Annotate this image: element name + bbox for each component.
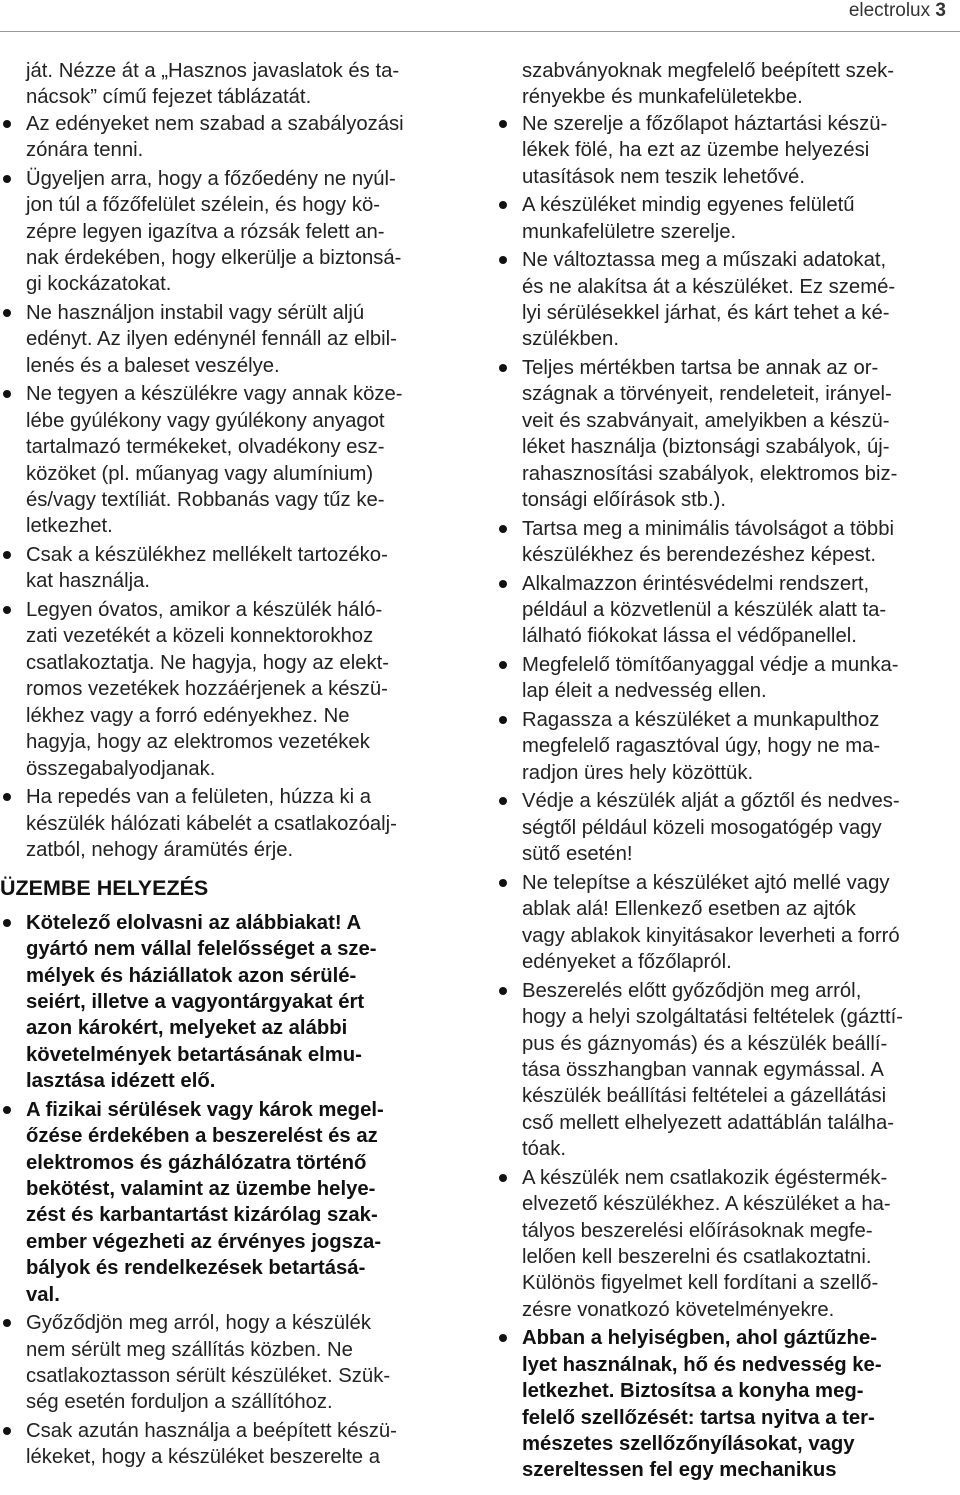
bullet-item xyxy=(496,707,960,786)
bullet-item xyxy=(0,300,462,379)
bullet-line: zati vezetékét a közeli konnektorokhoz xyxy=(26,625,374,648)
bullet-item xyxy=(0,597,462,782)
bullet-item xyxy=(496,355,960,513)
bullet-icon xyxy=(3,1319,11,1327)
bullet-line: zésre vonatkozó követelményekre. xyxy=(522,1298,835,1321)
bullet-line: tása összhangban vannak egymással. A xyxy=(522,1058,884,1081)
bullet-line: cső mellett elhelyezett adattáblán találha- xyxy=(522,1111,895,1134)
bullet-item xyxy=(496,247,960,353)
bullet-line: összegabalyodjanak. xyxy=(26,757,216,780)
bullet-item xyxy=(496,870,960,976)
intro-line: rényekbe és munkafelületekbe. xyxy=(522,86,803,109)
bullet-item xyxy=(496,1165,960,1323)
bullet-line: Megfelelő tömítőanyaggal védje a munka- xyxy=(522,654,899,677)
bullet-line: nem sérült meg szállítás közben. Ne xyxy=(26,1338,353,1361)
bullet-line: csatlakoztatja. Ne hagyja, hogy az elekt- xyxy=(26,651,390,674)
bullet-line: kat használja. xyxy=(26,570,151,593)
intro-line: szabványoknak megfelelő beépített szek- xyxy=(522,60,895,82)
bullet-line: lyet használnak, hő és nedvesség ke- xyxy=(522,1353,882,1376)
left-items xyxy=(0,111,462,864)
bullet-line: és/vagy textíliát. Robbanás vagy tűz ke- xyxy=(26,489,385,512)
intro-line: nácsok” című fejezet táblázatát. xyxy=(26,86,312,109)
section-heading: ÜZEMBE HELYEZÉS xyxy=(0,876,209,901)
right-items xyxy=(496,111,960,1484)
bullet-line: őzése érdekében a beszerelést és az xyxy=(26,1125,378,1148)
bullet-line: edényeket a főzőlapról. xyxy=(522,951,732,974)
bullet-item xyxy=(496,1325,960,1483)
bullet-line: készülék hálózati kábelét a csatlakozóalj- xyxy=(26,812,397,835)
bullet-line: lébe gyúlékony vagy gyúlékony anyagot xyxy=(26,409,385,432)
bullet-line: Teljes mértékben tartsa be annak az or- xyxy=(522,357,879,380)
bullet-line: zépre legyen igazítva a rózsák felett an- xyxy=(26,220,385,243)
bullet-line: tályos beszerelési előírásoknak megfe- xyxy=(522,1219,873,1242)
bullet-icon xyxy=(499,201,507,209)
bullet-line: edényt. Az ilyen edénynél fennáll az elbil- xyxy=(26,328,397,351)
bullet-line: közöket (pl. műanyag vagy alumínium) xyxy=(26,462,374,485)
bullet-line: letkezhet. Biztosítsa a konyha meg- xyxy=(522,1380,864,1403)
bullet-line: gyártó nem vállal felelősséget a sze- xyxy=(26,938,377,961)
bullet-item xyxy=(0,542,462,595)
bullet-icon xyxy=(499,525,507,533)
bullet-line: Csak a készülékhez mellékelt tartozéko- xyxy=(26,544,388,567)
bullet-line: ség esetén forduljon a szállítóhoz. xyxy=(26,1391,333,1414)
section-items xyxy=(0,910,462,1471)
bullet-line: letkezhet. xyxy=(26,515,113,538)
bullet-line: csatlakoztasson sérült készüléket. Szük- xyxy=(26,1365,391,1387)
bullet-line: Az edényeket nem szabad a szabályozási xyxy=(26,112,404,135)
bullet-line: gi kockázatokat. xyxy=(26,273,172,296)
bullet-line: lasztása idézett elő. xyxy=(26,1070,216,1093)
bullet-line: lálható fiókokat lássa el védőpanellel. xyxy=(522,625,857,648)
header-rule xyxy=(0,31,960,32)
bullet-line: radjon üres hely közöttük. xyxy=(522,761,754,784)
bullet-item xyxy=(496,571,960,650)
bullet-icon xyxy=(3,606,11,614)
page-header xyxy=(849,0,946,22)
bullet-icon xyxy=(3,1427,11,1435)
bullet-line: követelmények betartásának elmu- xyxy=(26,1043,362,1066)
bullet-line: Legyen óvatos, amikor a készülék háló- xyxy=(26,599,383,622)
bullet-line: elektromos és gázhálózatra történő xyxy=(26,1151,367,1174)
bullet-line: felelő szellőzését: tartsa nyitva a ter- xyxy=(522,1406,875,1429)
bullet-line: bályok és rendelkezések betartásá- xyxy=(26,1257,366,1280)
bullet-line: rahasznosítási szabályok, elektromos biz- xyxy=(522,462,898,485)
bullet-line: Ha repedés van a felületen, húzza ki a xyxy=(26,786,371,809)
bullet-line: Ragassza a készüléket a munkapulthoz xyxy=(522,709,880,732)
bullet-icon xyxy=(499,580,507,588)
bullet-line: pus és gáznyomás) és a készülék beállí- xyxy=(522,1032,888,1055)
bullet-item xyxy=(0,1418,462,1471)
right-intro xyxy=(496,58,960,111)
bullet-icon xyxy=(499,1334,507,1342)
left-intro xyxy=(0,58,462,111)
bullet-line: Védje a készülék alját a gőztől és nedves- xyxy=(522,790,900,813)
bullet-line: ségtől például közeli mosogatógép vagy xyxy=(522,816,882,839)
bullet-item xyxy=(496,978,960,1163)
bullet-icon xyxy=(499,364,507,372)
bullet-line: veit és szabványait, amelyikben a készü- xyxy=(522,409,890,432)
bullet-icon xyxy=(499,879,507,887)
bullet-line: zónára tenni. xyxy=(26,139,144,162)
bullet-line: zést és karbantartást kizárólag szak- xyxy=(26,1204,378,1227)
bullet-icon xyxy=(3,1106,11,1114)
bullet-line: Ügyeljen arra, hogy a főzőedény ne nyúl- xyxy=(26,167,396,190)
bullet-item xyxy=(496,192,960,245)
bullet-line: zatból, nehogy áramütés érje. xyxy=(26,838,294,861)
bullet-line: sütő esetén! xyxy=(522,843,633,866)
bullet-line: ablak alá! Ellenkező esetben az ajtók xyxy=(522,898,856,921)
bullet-item xyxy=(496,652,960,705)
bullet-line: Tartsa meg a minimális távolságot a többi xyxy=(522,517,894,540)
page-number: 3 xyxy=(935,0,946,21)
bullet-icon xyxy=(499,797,507,805)
bullet-line: szülékben. xyxy=(522,328,619,351)
bullet-line: val. xyxy=(26,1283,60,1306)
bullet-line: Különös figyelmet kell fordítani a szellő- xyxy=(522,1272,879,1295)
bullet-line: vagy ablakok kinyitásakor leverheti a forró xyxy=(522,924,900,947)
bullet-line: és ne alakítsa át a készüléket. Ez szemé- xyxy=(522,275,896,298)
bullet-item xyxy=(0,381,462,539)
bullet-line: elvezető készülékhez. A készüléket a ha- xyxy=(522,1193,891,1216)
bullet-icon xyxy=(3,551,11,559)
brand-name: electrolux xyxy=(848,0,931,21)
bullet-line: Abban a helyiségben, ahol gáztűzhe- xyxy=(522,1327,877,1350)
bullet-line: A készülék nem csatlakozik égéstermék- xyxy=(522,1166,888,1189)
bullet-line: utasítások nem teszik lehetővé. xyxy=(522,165,805,188)
bullet-icon xyxy=(499,716,507,724)
bullet-line: tonsági előírások stb.). xyxy=(522,489,727,512)
bullet-item xyxy=(0,784,462,863)
bullet-line: léket használja (biztonsági szabályok, új- xyxy=(522,436,890,459)
bullet-line: szereltessen fel egy mechanikus xyxy=(522,1459,837,1482)
bullet-line: szágnak a törvényeit, rendeleteit, irányel- xyxy=(522,383,892,406)
bullet-line: bekötést, valamint az üzembe helye- xyxy=(26,1177,376,1200)
bullet-line: tóak. xyxy=(522,1138,566,1161)
bullet-line: azon károkért, melyeket az alábbi xyxy=(26,1017,348,1040)
bullet-line: ember végezheti az érvényes jogsza- xyxy=(26,1230,382,1253)
bullet-line: lap éleit a nedvesség ellen. xyxy=(522,680,767,703)
bullet-line: készülékhez és berendezéshez képest. xyxy=(522,544,877,567)
bullet-icon xyxy=(3,309,11,317)
bullet-line: lékek fölé, ha ezt az üzembe helyezési xyxy=(522,139,870,162)
bullet-line: A készüléket mindig egyenes felületű xyxy=(522,194,855,217)
bullet-line: tartalmazó termékeket, olvadékony esz- xyxy=(26,436,385,459)
bullet-line: Kötelező elolvasni az alábbiakat! A xyxy=(26,911,362,934)
bullet-line: lékhez vagy a forró edényekhez. Ne xyxy=(26,704,350,727)
bullet-icon xyxy=(499,120,507,128)
bullet-line: hogy a helyi szolgáltatási feltételek (gázttí- xyxy=(522,1006,904,1029)
bullet-item xyxy=(496,516,960,569)
bullet-line: lékeket, hogy a készüléket beszerelte a xyxy=(26,1446,381,1469)
bullet-line: Ne változtassa meg a műszaki adatokat, xyxy=(522,249,887,272)
bullet-line: Alkalmazzon érintésvédelmi rendszert, xyxy=(522,572,870,595)
bullet-line: készülék beállítási feltételei a gázellátási xyxy=(522,1085,887,1108)
bullet-line: Ne tegyen a készülékre vagy annak köze- xyxy=(26,383,403,406)
bullet-item xyxy=(0,1097,462,1308)
bullet-line: romos vezetékek hozzáérjenek a készü- xyxy=(26,678,388,701)
bullet-line: megfelelő ragasztóval úgy, hogy ne ma- xyxy=(522,735,881,758)
bullet-item xyxy=(0,910,462,1095)
bullet-line: Ne használjon instabil vagy sérült aljú xyxy=(26,302,365,325)
bullet-line: mélyek és háziállatok azon sérülé- xyxy=(26,964,357,987)
bullet-line: lenés és a baleset veszélye. xyxy=(26,354,280,377)
bullet-icon xyxy=(3,919,11,927)
left-column xyxy=(0,58,462,1473)
bullet-icon xyxy=(499,1174,507,1182)
bullet-line: lelően kell beszerelni és csatlakoztatni. xyxy=(522,1245,872,1268)
bullet-item xyxy=(0,111,462,164)
bullet-item xyxy=(496,111,960,190)
bullet-line: például a közvetlenül a készülék alatt ta- xyxy=(522,599,887,622)
bullet-line: lyi sérülésekkel járhat, és kárt tehet a ké- xyxy=(522,302,890,325)
bullet-icon xyxy=(3,175,11,183)
bullet-icon xyxy=(3,793,11,801)
bullet-icon xyxy=(499,661,507,669)
bullet-line: mészetes szellőzőnyílásokat, vagy xyxy=(522,1432,855,1455)
bullet-line: Győződjön meg arról, hogy a készülék xyxy=(26,1312,371,1335)
bullet-line: A fizikai sérülések vagy károk megel- xyxy=(26,1098,384,1121)
bullet-line: hagyja, hogy az elektromos vezetékek xyxy=(26,731,370,754)
bullet-icon xyxy=(499,256,507,264)
bullet-icon xyxy=(3,120,11,128)
bullet-item xyxy=(496,788,960,867)
right-column xyxy=(496,58,960,1486)
bullet-line: Ne telepítse a készüléket ajtó mellé vagy xyxy=(522,871,890,894)
bullet-line: Csak azután használja a beépített készü- xyxy=(26,1420,397,1442)
bullet-icon xyxy=(3,390,11,398)
bullet-line: jon túl a főzőfelület szélein, és hogy kö- xyxy=(26,194,381,217)
bullet-line: nak érdekében, hogy elkerülje a biztonsá- xyxy=(26,247,402,270)
bullet-icon xyxy=(499,987,507,995)
intro-line: ját. Nézze át a „Hasznos javaslatok és ta- xyxy=(26,60,400,82)
bullet-item xyxy=(0,1310,462,1416)
bullet-item xyxy=(0,166,462,298)
bullet-line: Beszerelés előtt győződjön meg arról, xyxy=(522,979,862,1002)
bullet-line: munkafelületre szerelje. xyxy=(522,220,737,243)
bullet-line: Ne szerelje a főzőlapot háztartási készü- xyxy=(522,112,888,135)
bullet-line: seiért, illetve a vagyontárgyakat ért xyxy=(26,990,365,1013)
